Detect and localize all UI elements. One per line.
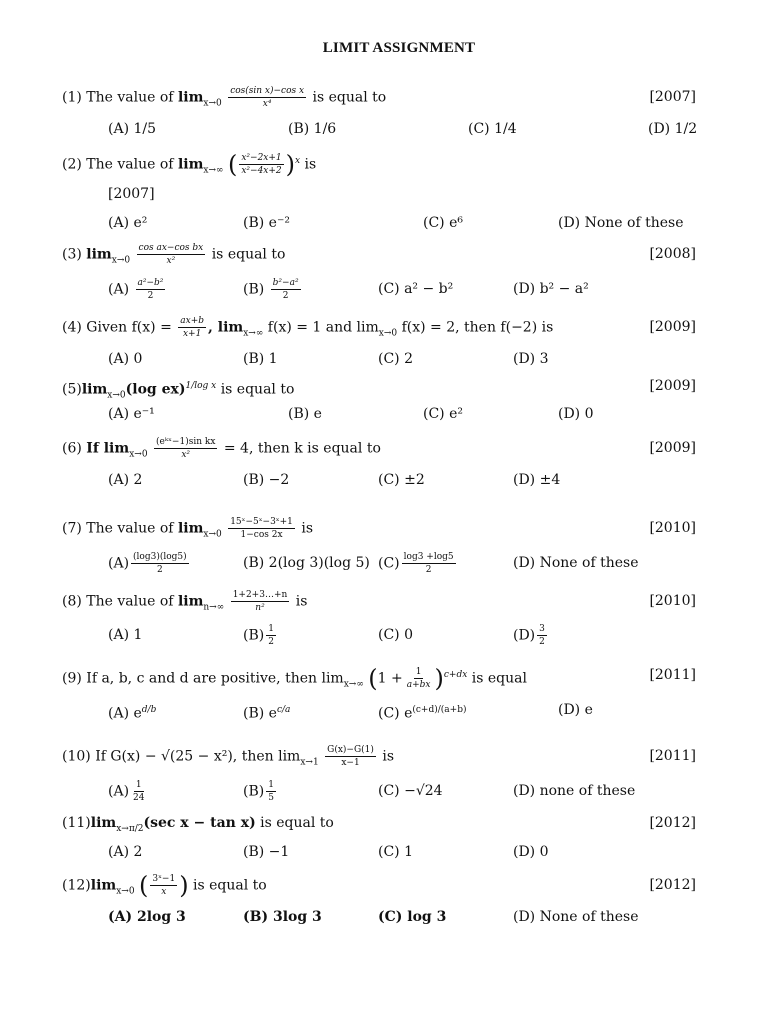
question-8 [62,590,702,616]
option-d: (D) None of these [513,555,639,571]
question-1 [62,86,702,112]
option-d: (D) None of these [558,215,684,231]
question-11-year: [2012] [649,815,696,831]
question-10-text: (10) If G(x) − √(25 − x²), then $\lim_{x\to 1}$ $\frac{G(x)-G(1)}{x-1}$ is [62,745,395,768]
question-10-fraction: $\frac{G(x)-G(1)}{x-1}$ [327,745,374,768]
option-b: (B) −2 [243,472,290,488]
option-c: (C) $e^{(c+d)/(a+b)}$ [378,705,467,722]
question-10-options [108,780,728,804]
question-7-options [108,552,728,576]
question-12-options [108,906,728,930]
question-5 [62,375,702,401]
option-c: (C) log 3 [378,909,447,925]
question-6-year: [2009] [649,440,696,456]
option-b: (B) 1/6 [288,121,337,137]
question-12-year: [2012] [649,877,696,893]
option-d: (D) 0 [513,844,549,860]
option-a: (A) $\frac{1}{24}$ [108,780,145,803]
option-c: (C) $\frac{\log 3 +\log 5}{2}$ [378,552,454,575]
question-4-options [108,348,728,372]
question-3-fraction: $\frac{\text{cos ax−cos bx}}{\text{x²}}$ [138,243,204,266]
question-8-year: [2010] [649,593,696,609]
option-d: (D) None of these [513,909,639,925]
page-title: LIMIT ASSIGNMENT [322,40,476,56]
question-11-options [108,841,728,865]
question-9-text: (9) If a, b, c and d are positive, then $\lim_{x\to\infty} (1$ + $\frac{1}{a+bx}$ )$^{c+dx}$ is equal [62,664,527,693]
option-c: (C) 1/4 [468,121,517,137]
option-d: (D) e [558,702,593,718]
question-2-text: (2) The value of $\lim_{x\to\infty}$ ( $\frac{\text{x²−2x+1}}{\text{x²−4x+2}}$ )$^x$ is [62,150,317,179]
option-c: (C) −√24 [378,783,443,799]
question-4-text: (4) Given f(x) = $\frac{ax+b}{x+1}$ , $\lim_{x\to\infty} f(x) = 1$ and $\lim_{x\to 0} f(x) = 2$, then f(−2) is [62,316,554,339]
question-6-text: (6) If $\lim_{x\to 0}$ $\frac{\text{(eᵏˣ−1)sin kx}}{\text{x²}}$ = 4, then k is equal to [62,437,381,460]
question-3-year: [2008] [649,246,696,262]
question-6 [62,437,702,463]
question-11-text: $(11)\lim_{x\to\pi/2}(\sec$ x − tan x) is equal to [62,815,334,834]
option-a: (A) $e^{d/b}$ [108,705,157,722]
option-a: (A) $\frac{\text{a²−b²}}{2}$ [108,278,164,301]
question-5-text: $(5)\lim_{x\to 0}(\log$ ex)$^{1/log x}$ is equal to [62,381,295,401]
option-c: (C) a² − b² [378,281,454,297]
option-a: (A) 0 [108,351,143,367]
question-7-text: (7) The value of $\lim_{x\to 0}$ $\frac{\text{15ˣ−5ˣ−3ˣ+1}}{1-\cos 2x}$ is [62,517,314,540]
question-9-options [108,699,728,723]
option-c: (C) e² [423,406,463,422]
option-a: (A) e² [108,215,148,231]
option-b: (B) −1 [243,844,290,860]
question-7 [62,517,702,543]
question-12-text: $(12)\lim_{x\to 0}$ ( $\frac{\text{3ˣ−1}}{x}$ ) is equal to [62,871,267,900]
question-4-year: [2009] [649,319,696,335]
question-2-fraction: $\frac{\text{x²−2x+1}}{\text{x²−4x+2}}$ [241,153,282,177]
question-9-year: [2011] [649,667,696,683]
option-b: (B) $\frac{1}{5}$ [243,780,274,803]
question-2-year: [2007] [108,186,155,202]
option-d: (D) 1/2 [648,121,698,137]
option-a: (A) 1 [108,627,143,643]
option-b: (B) e [288,406,322,422]
question-1-text: (1) The value of $\lim_{x\to 0}$ $\frac{\text{cos(sin x)−cos x}}{\text{x⁴}}$ is equal to [62,86,387,109]
option-c: (C) 1 [378,844,413,860]
question-9-fraction: $\frac{1}{a+bx}$ [406,667,431,691]
option-a: (A) 2 [108,472,143,488]
question-3-text: (3) $\lim_{x\to 0}$ $\frac{\text{cos ax−cos bx}}{\text{x²}}$ is equal to [62,243,286,266]
option-a: (A) 2log 3 [108,909,186,925]
option-b: (B) 1 [243,351,278,367]
question-2-options [108,212,728,236]
option-d: (D) ±4 [513,472,561,488]
question-3 [62,243,702,269]
option-d: (D) 0 [558,406,594,422]
question-5-options [108,403,728,427]
question-12 [62,871,702,900]
option-a: (A) $\frac{(\log 3)(\log 5)}{2}$ [108,552,187,575]
question-1-fraction: $\frac{\text{cos(sin x)−cos x}}{\text{x⁴}}$ [230,86,305,109]
option-b: (B) $e^{c/a}$ [243,705,291,722]
option-c: (C) ±2 [378,472,425,488]
question-8-options [108,624,728,648]
option-b: (B) 2(log 3)(log 5) [243,555,370,571]
question-2-year-row [108,183,748,209]
option-b: (B) 3log 3 [243,909,322,925]
question-5-year: [2009] [649,378,696,394]
option-a: (A) 1/5 [108,121,157,137]
question-8-fraction: $\frac{1+2+3\dots+n}{\text{n²}}$ [232,590,288,613]
question-11 [62,812,702,838]
question-7-year: [2010] [649,520,696,536]
question-2 [62,150,702,179]
question-7-fraction: $\frac{\text{15ˣ−5ˣ−3ˣ+1}}{1-\cos 2x}$ [230,517,293,540]
question-8-text: (8) The value of $\lim_{n\to\infty}$ $\frac{1+2+3\dots+n}{\text{n²}}$ is [62,590,308,613]
option-b: (B) $\frac{\text{b²−a²}}{2}$ [243,278,299,301]
question-1-options [108,118,728,142]
question-12-fraction: $\frac{\text{3ˣ−1}}{x}$ [152,874,176,897]
option-c: (C) 0 [378,627,413,643]
option-d: (D) $\frac{3}{2}$ [513,624,545,647]
question-10 [62,745,702,771]
question-9 [62,664,702,693]
question-10-year: [2011] [649,748,696,764]
option-c: (C) 2 [378,351,413,367]
option-c: (C) e⁶ [423,215,463,231]
question-1-year: [2007] [649,89,696,105]
question-6-fraction: $\frac{\text{(eᵏˣ−1)sin kx}}{\text{x²}}$ [156,437,216,460]
option-d: (D) 3 [513,351,549,367]
question-4 [62,316,702,342]
option-d: (D) b² − a² [513,281,589,297]
option-b: (B) $\frac{1}{2}$ [243,624,274,647]
question-3-options [108,278,728,302]
question-6-options [108,469,728,493]
option-b: (B) e⁻² [243,215,290,231]
option-a: (A) 2 [108,844,143,860]
option-d: (D) none of these [513,783,636,799]
option-a: (A) e⁻¹ [108,406,155,422]
question-4-fraction: $\frac{ax+b}{x+1}$ [180,316,205,339]
